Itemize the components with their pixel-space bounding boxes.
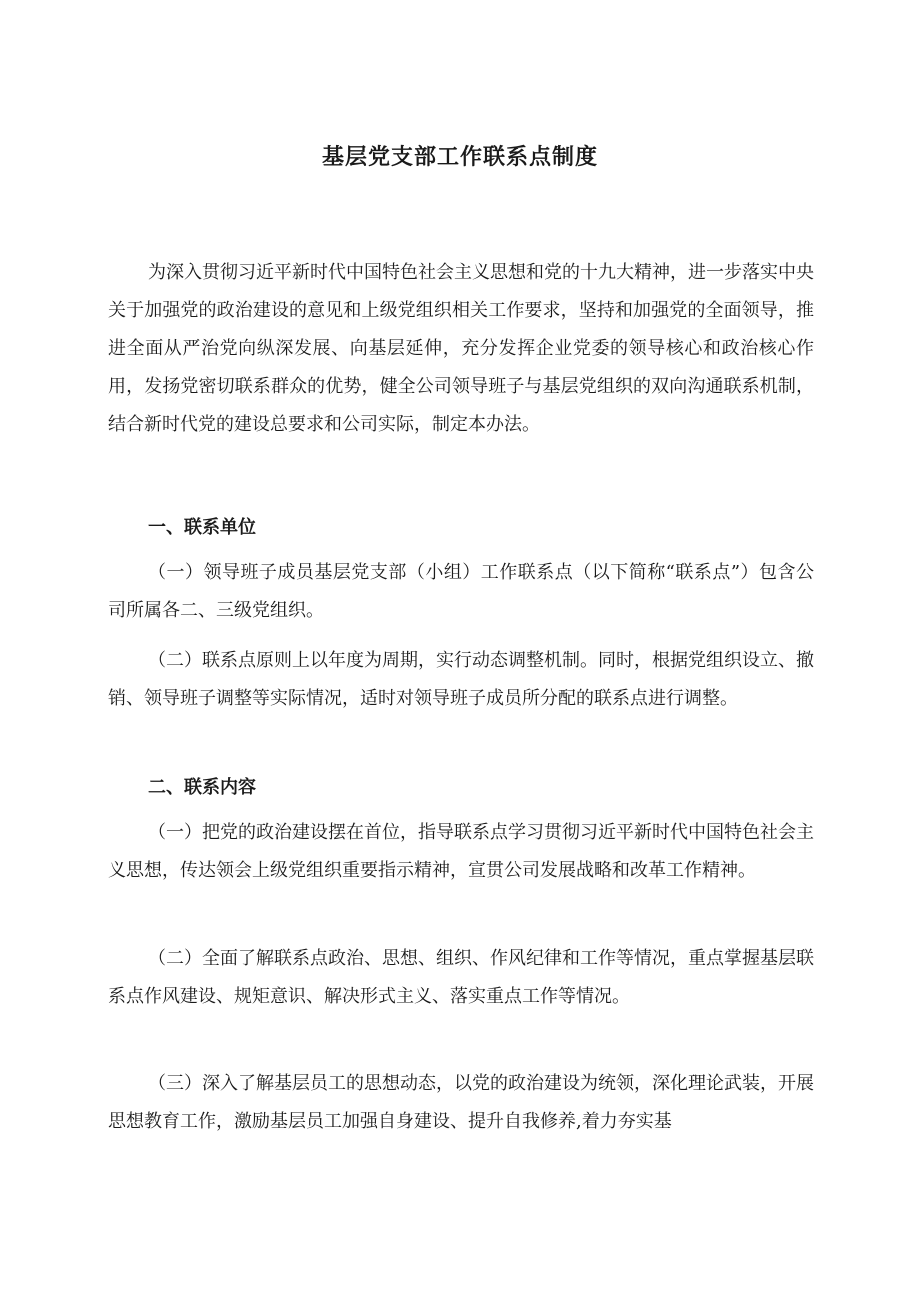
section-heading-2: 二、联系内容 xyxy=(148,777,256,798)
intro-paragraph: 为深入贯彻习近平新时代中国特色社会主义思想和党的十九大精神，进一步落实中央关于加强党的政治建设的意见和上级党组织相关工作要求，坚持和加强党的全面领导，推进全面从严治党向纵深发展、向基层延伸，充分发挥企业党委的领导核心和政治核心作用，发扬党密切联系群众的优势，健全公司领导班子与基层党组织的双向沟通联系机制，结合新时代党的建设总要求和公司实际，制定本办法。 xyxy=(108,262,814,435)
section-heading-1: 一、联系单位 xyxy=(148,517,256,538)
section-2-item-1: （一）把党的政治建设摆在首位，指导联系点学习贯彻习近平新时代中国特色社会主义思想，传达领会上级党组织重要指示精神，宣贯公司发展战略和改革工作精神。 xyxy=(108,822,814,881)
document-title: 基层党支部工作联系点制度 xyxy=(321,145,598,170)
section-1-item-1: （一）领导班子成员基层党支部（小组）工作联系点（以下简称“联系点”）包含公司所属各二、三级党组织。 xyxy=(108,562,814,621)
section-2-item-3: （三）深入了解基层员工的思想动态，以党的政治建设为统领，深化理论武装，开展思想教育工作，激励基层员工加强自身建设、提升自我修养,着力夯实基 xyxy=(108,1073,814,1132)
section-2-item-2: （二）全面了解联系点政治、思想、组织、作风纪律和工作等情况，重点掌握基层联系点作风建设、规矩意识、解决形式主义、落实重点工作等情况。 xyxy=(108,948,814,1007)
section-1-item-2: （二）联系点原则上以年度为周期，实行动态调整机制。同时，根据党组织设立、撤销、领导班子调整等实际情况，适时对领导班子成员所分配的联系点进行调整。 xyxy=(108,650,814,709)
